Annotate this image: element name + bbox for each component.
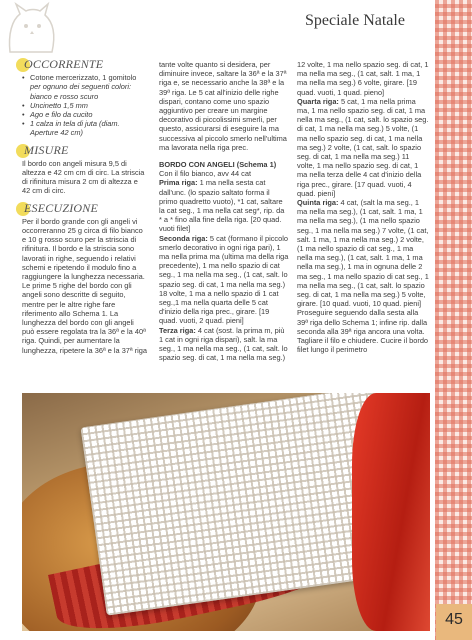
col3-outro: Proseguire seguendo dalla sesta alla 39ª riga dello Schema 1; infine rip. dalla seconda alla 39ª riga ancora una volta. Tagliare il filo e chiudere. Cucire il bordo filet lungo il perimetro bbox=[297, 308, 429, 355]
misure-text: Il bordo con angeli misura 9,5 di altezza e 42 cm cm di circ. La striscia di rifinitura misura 2 cm di altezza e 42 cm di circ. bbox=[22, 158, 145, 196]
col3-intro: 12 volte, 1 ma nello spazio seg. di cat, 1 ma nella ma seg., (1 cat, salt. 1 ma, 1 ma nella ma seg.) 6 volte, girare. [19 quad. vuoti, 1 quad. pieno] bbox=[297, 60, 429, 97]
material-text: Ago e filo da cucito bbox=[30, 110, 93, 120]
occorrente-title: OCCORRENTE bbox=[24, 57, 104, 71]
list-item bbox=[22, 101, 148, 110]
row-label: Terza riga: bbox=[159, 325, 196, 335]
row-2-paragraph bbox=[159, 234, 289, 326]
row-text: 5 cat, 1 ma nella prima ma, 1 ma nello spazio seg. di cat, 1 ma nella ma seg., (1 cat, salt. lo spazio seg. di cat, 1 ma nella ma seg.) 5 volte, (1 ma nello spazio seg. di cat, 1 ma nella ma seg.) 2 volte, (1 cat, salt. lo spazio seg. di cat, 1 ma nella ma seg.) 11 volte, 1 ma nello spazio seg. di cat, 1 ma nella terza delle 4 cat d'inizio della riga prec., girare. [17 quad. vuoti, 4 quad. pieni] bbox=[297, 96, 429, 198]
row-label: Quarta riga: bbox=[297, 96, 339, 106]
materials-list bbox=[22, 73, 148, 137]
page-number: 45 bbox=[445, 611, 463, 628]
row-label: Quinta riga: bbox=[297, 198, 339, 208]
col2-intro: tante volte quanto si desidera, per diminuire invece, saltare la 36ª e la 37ª riga e, se necessario anche la 38ª e la 39ª riga. Le 5 cat all'inizio delle righe dispari, contano come uno spazio aggiuntivo per creare un margine decorativo di piccolissimi smerli, per questo, assicurarsi di eseguire la ma successiva al piccolo smerlo nell'ultima ma lavorata nella riga prec. bbox=[159, 60, 287, 152]
column-3 bbox=[297, 60, 429, 355]
misure-title: MISURE bbox=[24, 142, 69, 157]
section-heading-misure bbox=[22, 142, 148, 157]
row-text: 4 cat (sost. la prima m, più 1 cat in ogni riga dispari), salt. la ma seg., 1 ma nella ma seg., (1 cat, salt. lo spazio seg. di cat, 1 ma nella ma seg.) bbox=[159, 325, 288, 363]
material-text: Uncinetto 1,5 mm bbox=[30, 100, 88, 110]
material-note: per ognuno dei seguenti colori: bianco e rosso scuro bbox=[30, 82, 132, 101]
row-text: 4 cat, (salt la ma seg., 1 ma nella ma seg.), (1 cat, salt. 1 ma, 1 ma nella ma seg.), (1 ma nello spazio seg., 1 ma nella ma seg.) 7 volte, (1 cat, salt. 1 ma, 1 ma nella ma seg.) 2 volte, (1 ma nello spazio di cat seg., 1 ma nella ma seg.), (1 cat, salt. 1 ma, 1 ma nella ma seg.), 1 ma in ognuna delle 2 ma seg., 1 ma nello spazio di cat seg., 1 ma nella ma seg., (1 cat, salt. lo spazio seg. di cat, 1 ma nella ma seg.) 5 volte, girare. [10 quad. vuoti, 10 quad. pieni] bbox=[297, 198, 429, 309]
esecuzione-title: ESECUZIONE bbox=[24, 200, 98, 215]
section-heading-esecuzione bbox=[22, 200, 148, 215]
material-text: Cotone mercerizzato, 1 gomitolo bbox=[30, 73, 137, 83]
material-text: 1 calza in tela di juta bbox=[30, 119, 100, 129]
row-1-paragraph bbox=[159, 178, 289, 233]
section-heading-occorrente bbox=[22, 57, 148, 71]
schema-subtitle: Con il filo bianco, avv 44 cat bbox=[159, 169, 252, 179]
list-item bbox=[22, 119, 148, 137]
list-item bbox=[22, 110, 148, 119]
row-label: Seconda riga: bbox=[159, 233, 208, 243]
product-photo bbox=[22, 393, 430, 631]
material-note: (diam. Aperture 42 cm) bbox=[30, 119, 120, 138]
row-5-paragraph bbox=[297, 198, 429, 308]
row-3-paragraph bbox=[159, 326, 289, 363]
column-1 bbox=[22, 57, 148, 355]
gingham-border bbox=[435, 0, 472, 640]
row-text: 5 cat (formano il piccolo smerlo decorativo in ogni riga pari), 1 ma nella prima ma (ultima ma della riga precedente), 1 ma nello spazio di cat seg., 1 ma nella ma seg., (1 cat, salt. lo spazio seg. di cat, 1 ma nella ma seg.) 18 volte, 1 ma a nello spazio di 1 cat seg.,1 ma nella quarta delle 5 cat d'inizio della riga prec., girare. [19 quad. vuoti, 2 quad. pieni] bbox=[159, 233, 289, 326]
row-text: 1 ma nella sesta cat dall'unc. (lo spazio saltato forma il primo quadretto vuoto), *1 cat, saltare la cat seg., 1 ma nella cat seg*, rip. da * a * fino alla fine della riga. [20 quad. vuoti filet] bbox=[159, 178, 285, 234]
row-4-paragraph bbox=[297, 97, 429, 198]
cat-logo-icon bbox=[2, 0, 62, 58]
schema-title: BORDO CON ANGELI (Schema 1) bbox=[159, 160, 277, 170]
row-label: Prima riga: bbox=[159, 178, 198, 188]
list-item bbox=[22, 73, 148, 101]
red-ribbon bbox=[352, 393, 430, 631]
esecuzione-text: Per il bordo grande con gli angeli vi occorreranno 25 g circa di filo bianco e 10 g rosso scuro per la striscia di rifinitura. Il bordo e la striscia sono lavorati in righe, seguendo i relativi schemi e ripetendo il modulo fino a raggiungere la lunghezza necessaria. Le prime 5 righe del bordo con gli angeli sono descritte di seguito, mentre per le altre righe fare riferimento allo Schema 1. La lunghezza del bordo con gli angeli può essere regolata tra la 36ª e la 40ª riga. Quindi, per aumentare la lunghezza, ripetere la 36ª e la 37ª riga bbox=[22, 216, 148, 355]
column-2 bbox=[159, 60, 289, 363]
page-header-title: Speciale Natale bbox=[305, 12, 405, 29]
